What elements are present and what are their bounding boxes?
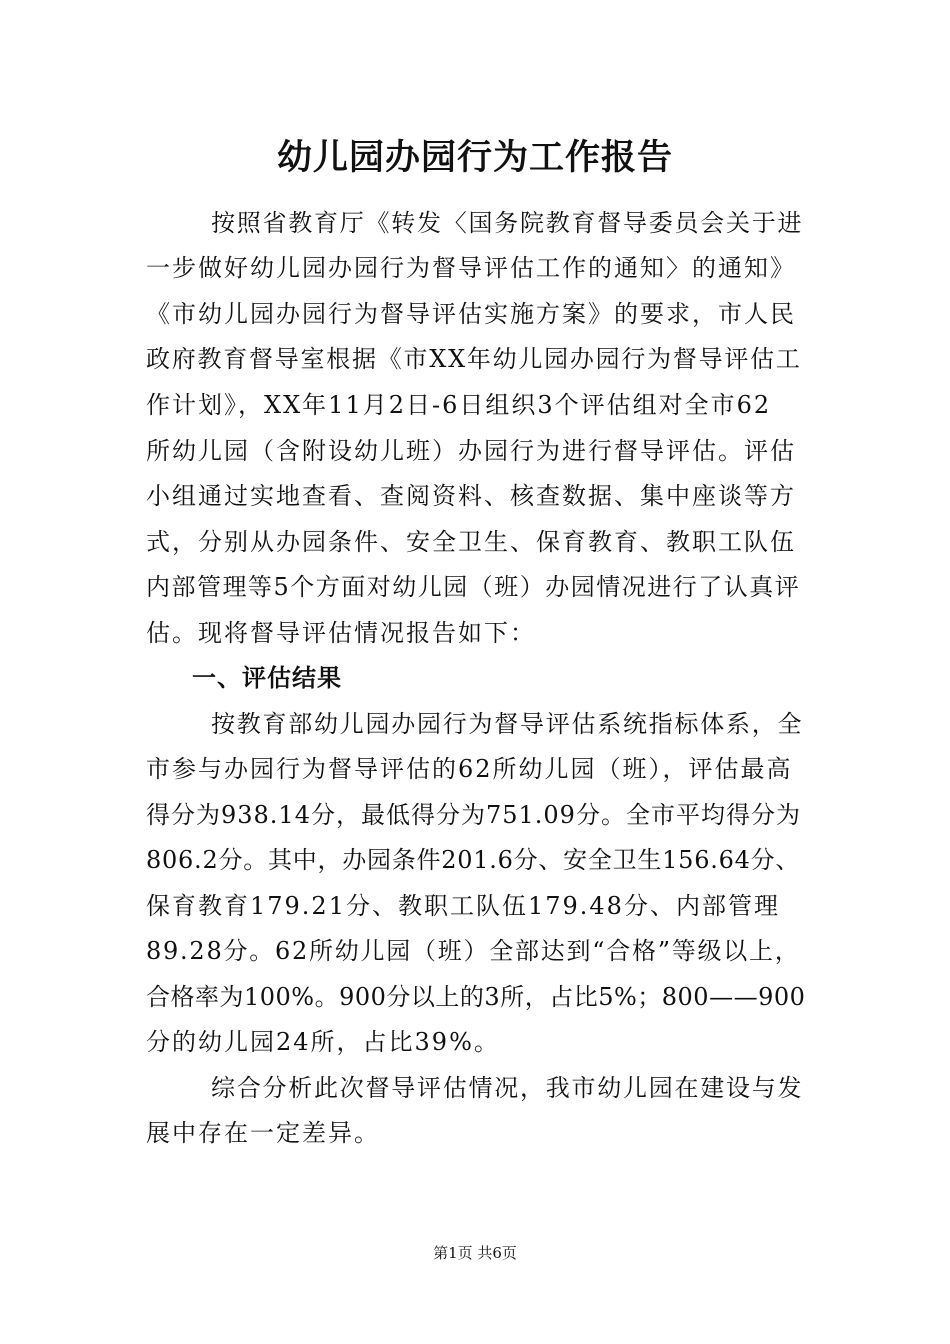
section-heading-results: 一、评估结果	[192, 664, 342, 692]
paragraph-1-line: 作计划》，XX年11月2日-6日组织3个评估组对全市62	[146, 391, 772, 419]
paragraph-1-line: 内部管理等5个方面对幼儿园（班）办园情况进行了认真评	[146, 573, 801, 601]
paragraph-1-line: 小组通过实地查看、查阅资料、核查数据、集中座谈等方	[146, 482, 796, 510]
page-footer: 第1页 共6页	[433, 1244, 517, 1262]
document-title: 幼儿园办园行为工作报告	[276, 137, 673, 178]
paragraph-1-line: 一步做好幼儿园办园行为督导评估工作的通知〉的通知》	[146, 254, 796, 282]
paragraph-2-line: 806.2分。其中，办园条件201.6分、安全卫生156.64分、	[146, 846, 801, 874]
paragraph-3-line: 展中存在一定差异。	[146, 1119, 380, 1147]
paragraph-1-line: 政府教育督导室根据《市XX年幼儿园办园行为督导评估工	[146, 345, 802, 373]
paragraph-1-line: 按照省教育厅《转发〈国务院教育督导委员会关于进	[211, 209, 804, 237]
paragraph-1-line: 估。现将督导评估情况报告如下：	[146, 619, 536, 647]
paragraph-3-line: 综合分析此次督导评估情况，我市幼儿园在建设与发	[211, 1074, 804, 1102]
paragraph-1-line: 《市幼儿园办园行为督导评估实施方案》的要求，市人民	[146, 300, 796, 328]
paragraph-2-line: 按教育部幼儿园办园行为督导评估系统指标体系，全	[211, 710, 804, 738]
paragraph-2-line: 得分为938.14分，最低得分为751.09分。全市平均得分为	[146, 801, 801, 829]
paragraph-2-line: 89.28分。62所幼儿园（班）全部达到“合格”等级以上，	[146, 937, 801, 965]
paragraph-2-line: 合格率为100%。900分以上的3所，占比5%；800——900	[146, 983, 806, 1011]
paragraph-1-line: 式，分别从办园条件、安全卫生、保育教育、教职工队伍	[146, 528, 796, 556]
paragraph-2-line: 市参与办园行为督导评估的62所幼儿园（班），评估最高	[146, 755, 793, 783]
paragraph-1-line: 所幼儿园（含附设幼儿班）办园行为进行督导评估。评估	[146, 437, 796, 465]
paragraph-2-line: 保育教育179.21分、教职工队伍179.48分、内部管理	[146, 892, 780, 920]
paragraph-2-line: 分的幼儿园24所，占比39%。	[146, 1028, 500, 1056]
